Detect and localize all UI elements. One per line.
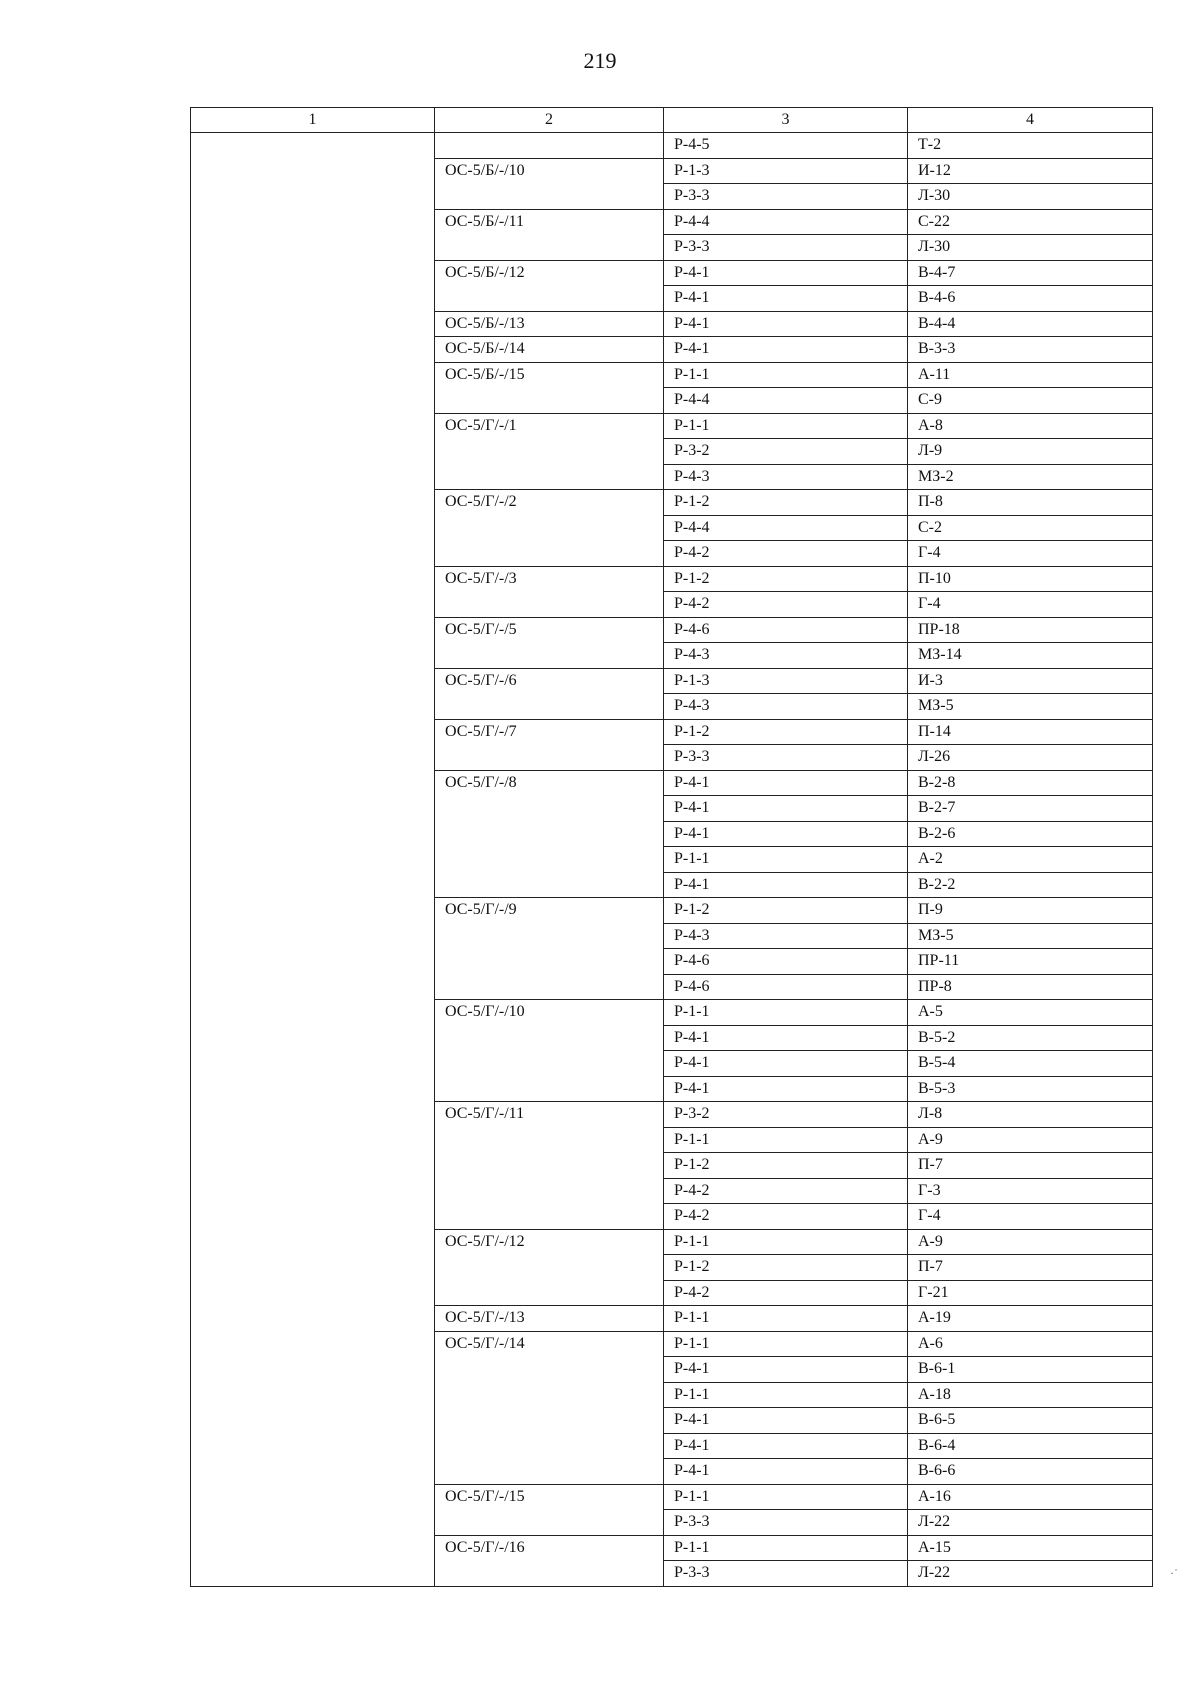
code-cell: Р-1-1 [664,1331,908,1357]
reference-cell: ПР-11 [908,949,1153,975]
code-cell: Р-4-4 [664,209,908,235]
code-cell: Р-4-5 [664,133,908,159]
column-header: 2 [435,108,664,133]
code-cell: Р-3-3 [664,745,908,771]
reference-cell: Г-4 [908,1204,1153,1230]
reference-cell: В-6-6 [908,1459,1153,1485]
code-cell: Р-1-1 [664,847,908,873]
group-label-cell [435,133,664,159]
group-label-cell: ОС-5/Б/-/14 [435,337,664,363]
code-cell: Р-4-1 [664,1076,908,1102]
code-cell: Р-1-1 [664,362,908,388]
group-label-cell: ОС-5/Б/-/12 [435,260,664,311]
code-cell: Р-4-1 [664,1433,908,1459]
column-header: 4 [908,108,1153,133]
reference-cell: С-2 [908,515,1153,541]
group-label-cell: ОС-5/Б/-/13 [435,311,664,337]
column-header: 3 [664,108,908,133]
code-cell: Р-1-1 [664,1535,908,1561]
group-label-cell: ОС-5/Г/-/8 [435,770,664,898]
code-cell: Р-4-1 [664,770,908,796]
reference-cell: Л-30 [908,235,1153,261]
reference-cell: В-5-4 [908,1051,1153,1077]
column-header: 1 [191,108,435,133]
code-cell: Р-1-2 [664,719,908,745]
reference-cell: П-14 [908,719,1153,745]
reference-cell: Л-26 [908,745,1153,771]
reference-cell: А-16 [908,1484,1153,1510]
group-label-cell: ОС-5/Г/-/14 [435,1331,664,1484]
group-label-cell: ОС-5/Б/-/11 [435,209,664,260]
reference-cell: ПР-18 [908,617,1153,643]
code-cell: Р-4-4 [664,515,908,541]
column-1-cell [191,133,435,1587]
group-label-cell: ОС-5/Б/-/10 [435,158,664,209]
code-cell: Р-1-1 [664,1306,908,1332]
code-cell: Р-1-1 [664,1382,908,1408]
code-cell: Р-1-2 [664,490,908,516]
reference-cell: Л-22 [908,1561,1153,1587]
code-cell: Р-1-1 [664,1484,908,1510]
reference-cell: С-9 [908,388,1153,414]
code-cell: Р-4-1 [664,821,908,847]
code-cell: Р-3-3 [664,235,908,261]
code-cell: Р-4-3 [664,464,908,490]
table-row [191,133,1153,159]
code-cell: Р-1-1 [664,1229,908,1255]
reference-cell: Г-3 [908,1178,1153,1204]
code-cell: Р-3-3 [664,1561,908,1587]
code-cell: Р-1-1 [664,413,908,439]
code-cell: Р-4-2 [664,541,908,567]
code-cell: Р-4-2 [664,1280,908,1306]
code-cell: Р-4-3 [664,923,908,949]
code-cell: Р-4-1 [664,1051,908,1077]
code-cell: Р-4-1 [664,311,908,337]
table-body [191,133,1153,1587]
code-cell: Р-4-6 [664,617,908,643]
reference-cell: МЗ-5 [908,694,1153,720]
reference-cell: В-4-6 [908,286,1153,312]
code-cell: Р-4-1 [664,872,908,898]
reference-cell: П-8 [908,490,1153,516]
code-cell: Р-4-2 [664,592,908,618]
reference-cell: Г-4 [908,592,1153,618]
code-cell: Р-4-4 [664,388,908,414]
code-cell: Р-4-1 [664,1408,908,1434]
group-label-cell: ОС-5/Г/-/7 [435,719,664,770]
reference-cell: МЗ-2 [908,464,1153,490]
reference-cell: В-5-2 [908,1025,1153,1051]
code-cell: Р-4-2 [664,1178,908,1204]
reference-cell: В-6-4 [908,1433,1153,1459]
group-label-cell: ОС-5/Г/-/5 [435,617,664,668]
code-cell: Р-4-6 [664,974,908,1000]
reference-cell: А-9 [908,1229,1153,1255]
code-cell: Р-3-3 [664,184,908,210]
reference-cell: В-4-7 [908,260,1153,286]
reference-cell: В-2-6 [908,821,1153,847]
reference-cell: Л-30 [908,184,1153,210]
group-label-cell: ОС-5/Г/-/9 [435,898,664,1000]
code-cell: Р-3-2 [664,1102,908,1128]
reference-cell: А-9 [908,1127,1153,1153]
code-cell: Р-1-2 [664,898,908,924]
reference-cell: П-7 [908,1255,1153,1281]
reference-cell: В-4-4 [908,311,1153,337]
group-label-cell: ОС-5/Г/-/6 [435,668,664,719]
code-cell: Р-1-2 [664,1255,908,1281]
code-cell: Р-4-1 [664,1357,908,1383]
code-cell: Р-1-1 [664,1127,908,1153]
code-cell: Р-4-3 [664,643,908,669]
code-cell: Р-4-1 [664,1459,908,1485]
reference-cell: И-12 [908,158,1153,184]
code-cell: Р-4-1 [664,260,908,286]
code-cell: Р-1-3 [664,668,908,694]
code-cell: Р-4-1 [664,286,908,312]
page-number: 219 [583,48,617,73]
reference-cell: А-18 [908,1382,1153,1408]
group-label-cell: ОС-5/Г/-/12 [435,1229,664,1306]
reference-cell: В-5-3 [908,1076,1153,1102]
reference-cell: ПР-8 [908,974,1153,1000]
reference-cell: Г-21 [908,1280,1153,1306]
reference-cell: П-9 [908,898,1153,924]
reference-cell: П-7 [908,1153,1153,1179]
reference-cell: А-5 [908,1000,1153,1026]
group-label-cell: ОС-5/Г/-/11 [435,1102,664,1230]
reference-cell: В-3-3 [908,337,1153,363]
group-label-cell: ОС-5/Г/-/2 [435,490,664,567]
code-cell: Р-1-1 [664,1000,908,1026]
group-label-cell: ОС-5/Г/-/3 [435,566,664,617]
reference-cell: А-6 [908,1331,1153,1357]
reference-cell: А-11 [908,362,1153,388]
reference-cell: В-2-2 [908,872,1153,898]
group-label-cell: ОС-5/Г/-/16 [435,1535,664,1586]
data-table [190,107,1153,1587]
reference-cell: Л-9 [908,439,1153,465]
code-cell: Р-4-1 [664,796,908,822]
group-label-cell: ОС-5/Г/-/10 [435,1000,664,1102]
code-cell: Р-1-2 [664,1153,908,1179]
code-cell: Р-1-3 [664,158,908,184]
reference-cell: В-2-8 [908,770,1153,796]
reference-cell: МЗ-5 [908,923,1153,949]
code-cell: Р-4-2 [664,1204,908,1230]
table-header-row [191,108,1153,133]
group-label-cell: ОС-5/Г/-/1 [435,413,664,490]
reference-cell: П-10 [908,566,1153,592]
reference-cell: Л-22 [908,1510,1153,1536]
group-label-cell: ОС-5/Г/-/15 [435,1484,664,1535]
reference-cell: Л-8 [908,1102,1153,1128]
code-cell: Р-4-1 [664,337,908,363]
code-cell: Р-4-1 [664,1025,908,1051]
group-label-cell: ОС-5/Б/-/15 [435,362,664,413]
reference-cell: И-3 [908,668,1153,694]
reference-cell: В-6-5 [908,1408,1153,1434]
reference-cell: С-22 [908,209,1153,235]
reference-cell: А-2 [908,847,1153,873]
reference-cell: В-6-1 [908,1357,1153,1383]
code-cell: Р-1-2 [664,566,908,592]
code-cell: Р-3-3 [664,1510,908,1536]
group-label-cell: ОС-5/Г/-/13 [435,1306,664,1332]
reference-cell: МЗ-14 [908,643,1153,669]
reference-cell: Т-2 [908,133,1153,159]
reference-cell: А-19 [908,1306,1153,1332]
scan-speck: ·˙ [1170,1566,1178,1580]
code-cell: Р-4-6 [664,949,908,975]
reference-cell: А-15 [908,1535,1153,1561]
reference-cell: Г-4 [908,541,1153,567]
reference-cell: А-8 [908,413,1153,439]
code-cell: Р-3-2 [664,439,908,465]
code-cell: Р-4-3 [664,694,908,720]
reference-cell: В-2-7 [908,796,1153,822]
